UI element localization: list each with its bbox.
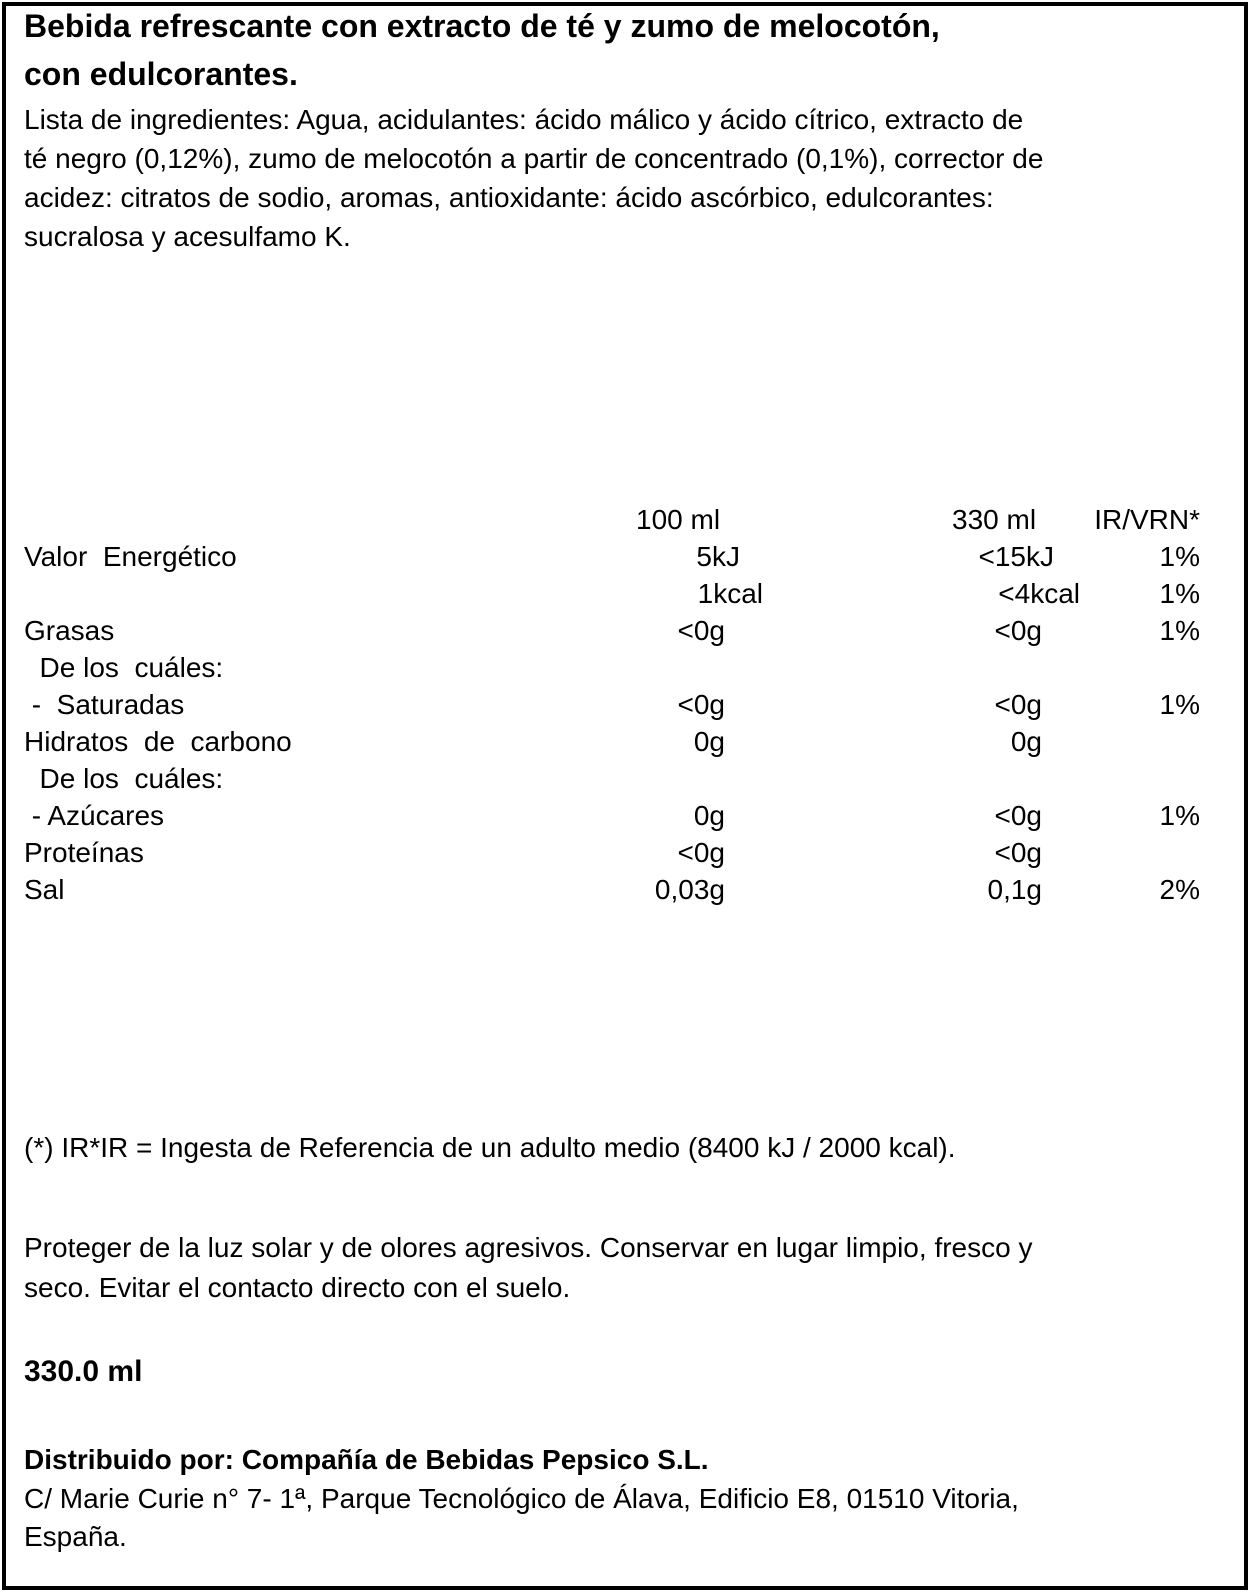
footnote: (*) IR*IR = Ingesta de Referencia de un adulto medio (8400 kJ / 2000 kcal). — [24, 1132, 956, 1163]
nutrient-label: Grasas — [24, 615, 115, 646]
nutrient-label: Sal — [24, 874, 65, 905]
header-ir-vrn: IR/VRN* — [1094, 504, 1200, 535]
header-per-100ml: 100 ml — [636, 504, 721, 535]
nutrient-per100: 0,03g — [654, 874, 725, 905]
nutrient-per100: 0g — [693, 800, 725, 831]
product-title-line: con edulcorantes. — [24, 56, 298, 92]
nutrient-per330: <0g — [994, 800, 1042, 831]
nutrient-per100: 0g — [693, 726, 725, 757]
nutrient-per330: 0,1g — [987, 874, 1042, 905]
nutrient-per330: <0g — [994, 837, 1042, 868]
nutrient-per330: <0g — [994, 615, 1042, 646]
ingredients-line: sucralosa y acesulfamo K. — [24, 221, 351, 252]
nutrient-ir: 2% — [1159, 874, 1200, 905]
address-line: España. — [24, 1521, 127, 1552]
net-volume: 330.0 ml — [24, 1355, 143, 1388]
header-per-330ml: 330 ml — [952, 504, 1037, 535]
storage-line: seco. Evitar el contacto directo con el suelo. — [24, 1272, 571, 1303]
nutrient-per100: 5kJ — [696, 541, 740, 572]
product-title-line: Bebida refrescante con extracto de té y zumo de melocotón, — [24, 8, 940, 44]
nutrient-per100: <0g — [677, 689, 725, 720]
ingredients-list — [24, 100, 1224, 256]
nutrient-ir: 1% — [1159, 541, 1200, 572]
product-title — [24, 2, 1224, 98]
nutrient-per100: 1kcal — [697, 578, 763, 609]
nutrient-label: De los cuáles: — [24, 652, 224, 683]
distributor-address — [24, 1480, 1019, 1556]
nutrient-label: Proteínas — [24, 837, 144, 868]
nutrient-ir: 1% — [1159, 615, 1200, 646]
nutrient-ir: 1% — [1159, 578, 1200, 609]
storage-instructions — [24, 1228, 1032, 1308]
nutrient-label: - Azúcares — [24, 800, 165, 831]
ingredients-line: té negro (0,12%), zumo de melocotón a partir de concentrado (0,1%), corrector de — [24, 143, 1044, 174]
ingredients-line: acidez: citratos de sodio, aromas, antioxidante: ácido ascórbico, edulcorantes: — [24, 182, 994, 213]
ingredients-line: Lista de ingredientes: Agua, acidulantes: ácido málico y ácido cítrico, extracto de — [24, 104, 1024, 135]
nutrient-per330: 0g — [1010, 726, 1042, 757]
distributor-title: Distribuido por: Compañía de Bebidas Pepsico S.L. — [24, 1444, 709, 1475]
address-line: C/ Marie Curie n° 7- 1ª, Parque Tecnológico de Álava, Edificio E8, 01510 Vitoria, — [24, 1483, 1019, 1514]
nutrient-label: - Saturadas — [24, 689, 185, 720]
nutrient-ir: 1% — [1159, 800, 1200, 831]
nutrient-ir: 1% — [1159, 689, 1200, 720]
nutrient-label: De los cuáles: — [24, 763, 224, 794]
storage-line: Proteger de la luz solar y de olores agresivos. Conservar en lugar limpio, fresco y — [24, 1232, 1033, 1263]
nutrient-per100: <0g — [677, 837, 725, 868]
nutrient-per330: <0g — [994, 689, 1042, 720]
nutrient-per100: <0g — [677, 615, 725, 646]
nutrient-label: Hidratos de carbono — [24, 726, 292, 757]
nutrient-label: Valor Energético — [24, 541, 237, 572]
nutrient-per330: <4kcal — [998, 578, 1080, 609]
nutrient-per330: <15kJ — [978, 541, 1054, 572]
